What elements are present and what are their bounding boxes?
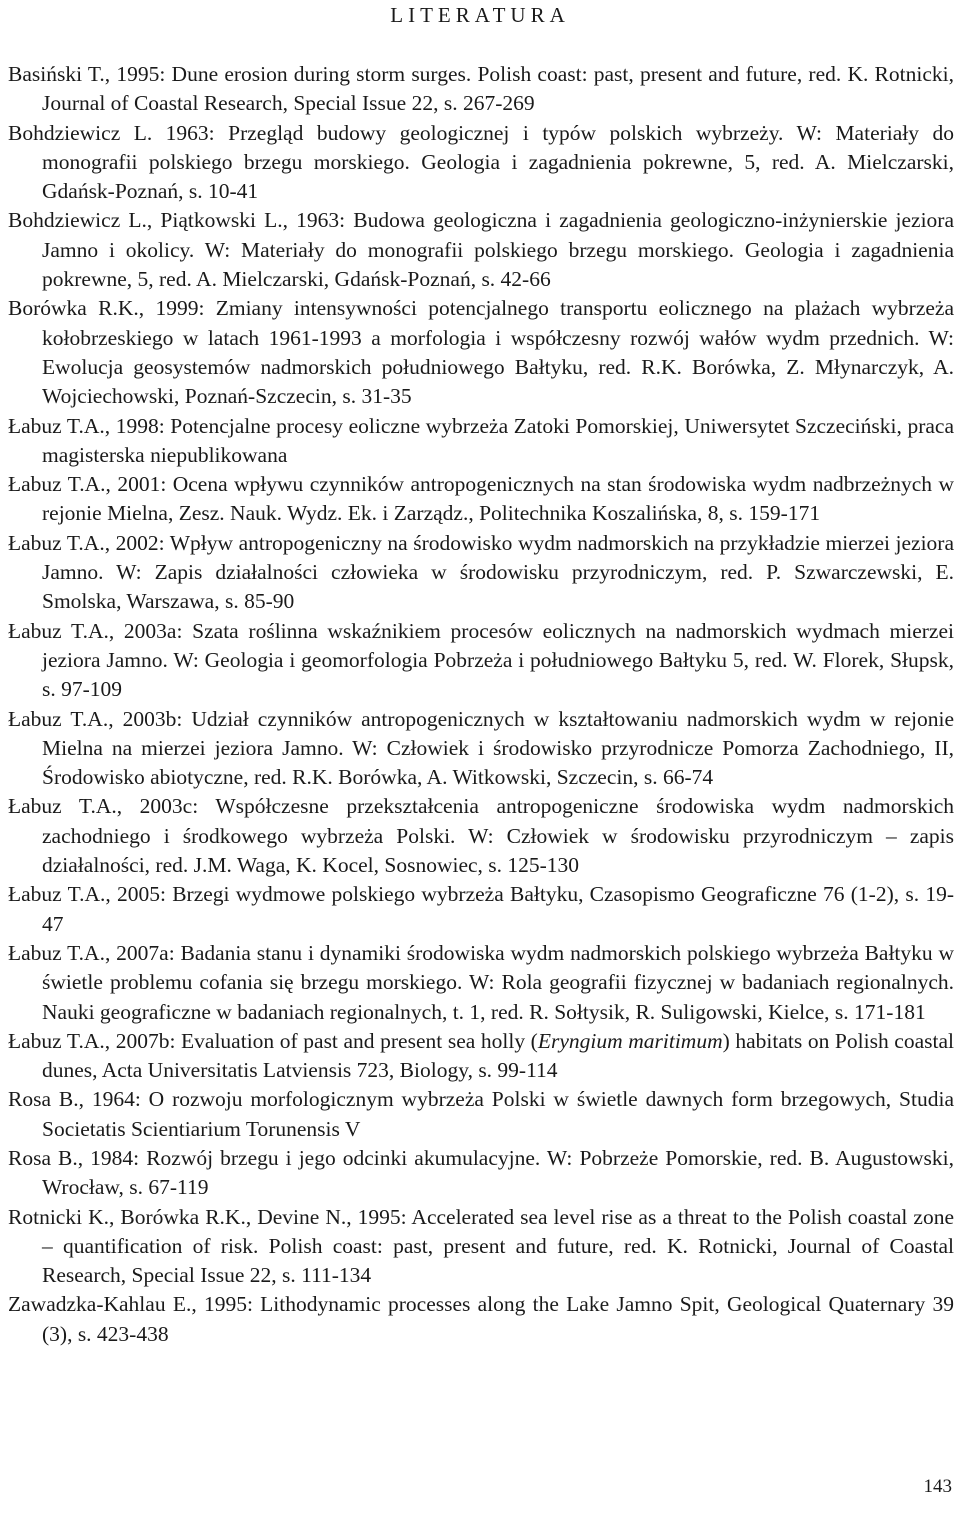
reference-entry: Bohdziewicz L., Piątkowski L., 1963: Budowa geologiczna i zagadnienia geologiczno-inżynierskie jeziora Jamno i okolicy. W: Materiały do monografii polskiego brzegu morskiego. Geologia i zagadnienia pokrewne, 5, red. A. Mielczarski, Gdańsk-Poznań, s. 42-66 bbox=[8, 208, 954, 292]
reference-entry: Łabuz T.A., 1998: Potencjalne procesy eoliczne wybrzeża Zatoki Pomorskiej, Uniwersytet Szczeciński, praca magisterska niepublikowana bbox=[8, 413, 954, 467]
reference-entry: Basiński T., 1995: Dune erosion during storm surges. Polish coast: past, present and future, red. K. Rotnicki, Journal of Coastal Research, Special Issue 22, s. 267-269 bbox=[8, 62, 954, 116]
reference-text: ) habitats on Polish coastal dunes, Acta Universitatis Latviensis 723, Biology, s. 99-114 bbox=[42, 1028, 954, 1083]
reference-entry: Rosa B., 1984: Rozwój brzegu i jego odcinki akumulacyjne. W: Pobrzeże Pomorskie, red. B. Augustowski, Wrocław, s. 67-119 bbox=[8, 1145, 954, 1200]
reference-entry: Zawadzka-Kahlau E., 1995: Lithodynamic processes along the Lake Jamno Spit, Geological Quaternary 39 (3), s. 423-438 bbox=[8, 1292, 954, 1346]
reference-entry: Łabuz T.A., 2003b: Udział czynników antropogenicznych w kształtowaniu nadmorskich wydm w rejonie Mielna na mierzei jeziora Jamno. W: Człowiek i środowisko przyrodnicze Pomorza Zachodniego, II, Środowisko abiotyczne, red. R.K. Borówka, A. Witkowski, Szczecin, s. 66-74 bbox=[8, 706, 954, 790]
reference-entry: Łabuz T.A., 2002: Wpływ antropogeniczny na środowisko wydm nadmorskich na przykładzie mierzei jeziora Jamno. W: Zapis działalności człowieka w środowisku przyrodniczym, red. P. Szwarczewski, E. Smolska, Warszawa, s. 85-90 bbox=[8, 530, 954, 614]
species-name: Eryngium maritimum bbox=[537, 1028, 723, 1053]
reference-entry: Łabuz T.A., 2007a: Badania stanu i dynamiki środowiska wydm nadmorskich polskiego wybrzeża Bałtyku w świetle problemu cofania się brzegu morskiego. W: Rola geografii fizycznej w badaniach regionalnych. Nauki geograficzne w badaniach regionalnych, t. 1, red. R. Sołtysik, R. Suligowski, Kielce, s. 171-181 bbox=[8, 940, 954, 1024]
reference-entry: Bohdziewicz L. 1963: Przegląd budowy geologicznej i typów polskich wybrzeży. W: Materiały do monografii polskiego brzegu morskiego. Geologia i zagadnienia pokrewne, 5, red. A. Mielczarski, Gdańsk-Poznań, s. 10-41 bbox=[8, 120, 954, 204]
reference-entry: Łabuz T.A., 2005: Brzegi wydmowe polskiego wybrzeża Bałtyku, Czasopismo Geograficzne 76 (1-2), s. 19-47 bbox=[8, 882, 954, 936]
reference-entry: Łabuz T.A., 2003a: Szata roślinna wskaźnikiem procesów eolicznych na nadmorskich wydmach mierzei jeziora Jamno. W: Geologia i geomorfologia Pobrzeża i południowego Bałtyku 5, red. W. Florek, Słupsk, s. 97-109 bbox=[8, 618, 954, 702]
reference-entry: Borówka R.K., 1999: Zmiany intensywności potencjalnego transportu eolicznego na plażach wybrzeża kołobrzeskiego w latach 1961-1993 a morfologia i współczesny rozwój wałów wydm przednich. W: Ewolucja geosystemów nadmorskich południowego Bałtyku, red. R.K. Borówka, Z. Młynarczyk, A. Wojciechowski, Poznań-Szczecin, s. 31-35 bbox=[8, 296, 954, 409]
section-heading: LITERATURA bbox=[390, 3, 570, 27]
reference-entry: Łabuz T.A., 2003c: Współczesne przekształcenia antropogeniczne środowiska wydm nadmorskich zachodniego i środkowego wybrzeża Polski. W: Człowiek w środowisku przyrodniczym – zapis działalności, red. J.M. Waga, K. Kocel, Sosnowiec, s. 125-130 bbox=[8, 794, 954, 878]
reference-list bbox=[8, 60, 954, 1349]
reference-entry bbox=[8, 1027, 954, 1086]
reference-entry: Łabuz T.A., 2001: Ocena wpływu czynników antropogenicznych na stan środowiska wydm nadbrzeżnych w rejonie Mielna, Zesz. Nauk. Wydz. Ek. i Zarządz., Politechnika Koszalińska, 8, s. 159-171 bbox=[8, 472, 954, 526]
reference-text: Łabuz T.A., 2007b: Evaluation of past and present sea holly ( bbox=[8, 1028, 538, 1053]
reference-entry: Rosa B., 1964: O rozwoju morfologicznym wybrzeża Polski w świetle dawnych form brzegowych, Studia Societatis Scientiarium Torunensis V bbox=[8, 1087, 954, 1141]
reference-entry: Rotnicki K., Borówka R.K., Devine N., 1995: Accelerated sea level rise as a threat to the Polish coastal zone – quantification of risk. Polish coast: past, present and future, red. K. Rotnicki, Journal of Coastal Research, Special Issue 22, s. 111-134 bbox=[8, 1204, 954, 1288]
page-number: 143 bbox=[923, 1476, 952, 1497]
